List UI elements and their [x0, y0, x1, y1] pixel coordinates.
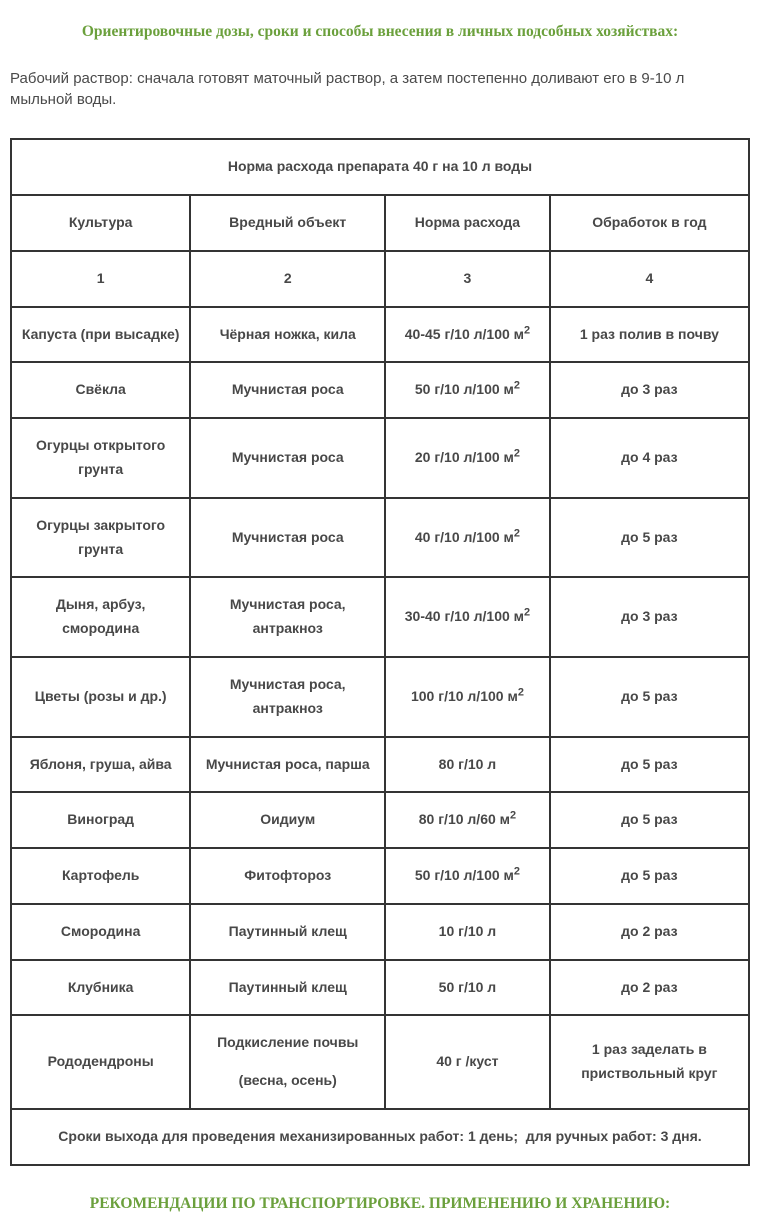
norm-superscript: 2: [513, 865, 520, 878]
pest-cell: [190, 792, 385, 848]
norm-cell: [385, 362, 550, 418]
culture-text: Яблоня, груша, айва: [29, 755, 172, 772]
treatments-text: до 5 раз: [621, 687, 678, 704]
norm-cell: [385, 418, 550, 498]
pest-text: Мучнистая роса, антракноз: [229, 596, 346, 637]
table-span-header: Норма расхода препарата 40 г на 10 л воды: [11, 139, 749, 195]
culture-cell: [11, 362, 190, 418]
treatments-cell: [550, 792, 749, 848]
pest-cell: [190, 960, 385, 1016]
intro-paragraph: Рабочий раствор: сначала готовят маточный раствор, а затем постепенно доливают его в 9-10 л мыльной воды.: [10, 70, 685, 109]
pest-text: Мучнистая роса: [231, 381, 344, 398]
culture-cell: [11, 848, 190, 904]
norm-superscript: 2: [513, 447, 520, 460]
norm-text: [390, 323, 545, 347]
treatments-cell: [550, 362, 749, 418]
pest-text: Мучнистая роса, парша: [205, 755, 370, 772]
norm-text: [390, 920, 545, 944]
norm-value: 40 г/10 л/100 м: [414, 528, 514, 545]
treatments-text: до 5 раз: [621, 867, 678, 884]
treatments-text: 1 раз заделать в приствольный круг: [581, 1041, 718, 1082]
treatments-text: до 5 раз: [621, 528, 678, 545]
table-row: [11, 577, 749, 657]
pest-text: Мучнистая роса: [231, 528, 344, 545]
norm-value: 50 г/10 л/100 м: [414, 867, 514, 884]
bottom-heading: РЕКОМЕНДАЦИИ ПО ТРАНСПОРТИРОВКЕ. ПРИМЕНЕНИЮ И ХРАНЕНИЮ:: [89, 1194, 671, 1212]
norm-value: 40-45 г/10 л/100 м: [404, 325, 525, 342]
column-number-row: [11, 251, 749, 307]
column-header-row: [11, 195, 749, 251]
treatments-cell: [550, 737, 749, 793]
table-row: [11, 737, 749, 793]
table-head: [11, 139, 749, 306]
culture-cell: [11, 1015, 190, 1109]
treatments-cell: [550, 848, 749, 904]
pest-cell: [190, 307, 385, 363]
culture-cell: [11, 498, 190, 578]
norm-text: [390, 605, 545, 629]
table-row: [11, 657, 749, 737]
norm-value: 20 г/10 л/100 м: [414, 449, 514, 466]
norm-value: 40 г /куст: [436, 1053, 499, 1070]
norm-cell: [385, 848, 550, 904]
norm-superscript: 2: [510, 809, 517, 822]
norm-superscript: 2: [524, 606, 531, 619]
pest-text: Мучнистая роса, антракноз: [229, 675, 346, 716]
norm-value: 50 г/10 л: [438, 978, 497, 995]
norm-text: [390, 976, 545, 1000]
treatments-text: 1 раз полив в почву: [579, 325, 719, 342]
treatments-text: до 5 раз: [621, 811, 678, 828]
table-row: [11, 1015, 749, 1109]
column-header-norm: Норма расхода: [385, 195, 550, 251]
culture-cell: [11, 577, 190, 657]
culture-text: Смородина: [60, 922, 141, 939]
table-row: [11, 307, 749, 363]
span-header-row: [11, 139, 749, 195]
norm-value: 80 г/10 л/60 м: [418, 811, 511, 828]
column-header-pest: Вредный объект: [190, 195, 385, 251]
table-row: [11, 904, 749, 960]
table-row: [11, 960, 749, 1016]
norm-cell: [385, 737, 550, 793]
pest-cell: [190, 737, 385, 793]
norm-text: [390, 808, 545, 832]
column-number: 2: [190, 251, 385, 307]
treatments-text: до 3 раз: [621, 381, 678, 398]
pest-text: Паутинный клещ: [228, 978, 347, 995]
pest-cell: [190, 657, 385, 737]
norm-cell: [385, 1015, 550, 1109]
table-row: [11, 848, 749, 904]
culture-cell: [11, 737, 190, 793]
footer-note: Сроки выхода для проведения механизированных работ: 1 день; для ручных работ: 3 дня.: [11, 1109, 749, 1165]
norm-text: [390, 864, 545, 888]
norm-text: [390, 446, 545, 470]
norm-superscript: 2: [513, 379, 520, 392]
norm-value: 30-40 г/10 л/100 м: [404, 608, 525, 625]
pest-cell: [190, 362, 385, 418]
culture-text: Капуста (при высадке): [21, 325, 180, 342]
treatments-cell: [550, 498, 749, 578]
culture-cell: [11, 418, 190, 498]
norm-cell: [385, 960, 550, 1016]
pest-text: Чёрная ножка, кила: [219, 325, 356, 342]
norm-cell: [385, 498, 550, 578]
table-row: [11, 498, 749, 578]
norm-cell: [385, 792, 550, 848]
column-header-culture: Культура: [11, 195, 190, 251]
culture-cell: [11, 792, 190, 848]
pest-cell: [190, 1015, 385, 1109]
treatments-cell: [550, 577, 749, 657]
treatments-cell: [550, 307, 749, 363]
table-row: [11, 792, 749, 848]
norm-value: 50 г/10 л/100 м: [414, 381, 514, 398]
pest-text: Фитофтороз: [244, 867, 332, 884]
treatments-cell: [550, 960, 749, 1016]
culture-cell: [11, 904, 190, 960]
culture-text: Свёкла: [75, 381, 126, 398]
culture-text: Огурцы открытого грунта: [36, 437, 166, 477]
pest-text: Мучнистая роса: [231, 449, 344, 466]
culture-cell: [11, 657, 190, 737]
pest-cell: [190, 498, 385, 578]
norm-superscript: 2: [513, 526, 520, 539]
treatments-text: до 3 раз: [621, 608, 678, 625]
treatments-cell: [550, 418, 749, 498]
norm-text: [390, 753, 545, 777]
treatments-text: до 4 раз: [621, 449, 678, 466]
pest-text: (весна, осень): [238, 1072, 337, 1089]
culture-text: Картофель: [61, 867, 140, 884]
norm-cell: [385, 904, 550, 960]
column-number: 1: [11, 251, 190, 307]
norm-text: [390, 685, 545, 709]
culture-text: Цветы (розы и др.): [34, 687, 167, 704]
pest-text: Подкисление почвы: [217, 1034, 359, 1051]
culture-text: Рододендроны: [47, 1053, 154, 1070]
culture-text: Клубника: [67, 978, 134, 995]
culture-cell: [11, 307, 190, 363]
page-title: Ориентировочные дозы, сроки и способы внесения в личных подсобных хозяйствах:: [81, 23, 679, 40]
norm-cell: [385, 577, 550, 657]
treatments-cell: [550, 657, 749, 737]
norm-text: [390, 378, 545, 402]
pest-cell: [190, 848, 385, 904]
pest-text: Оидиум: [260, 811, 316, 828]
norm-cell: [385, 657, 550, 737]
pest-cell: [190, 904, 385, 960]
table-row: [11, 362, 749, 418]
norm-text: [390, 1050, 545, 1074]
treatments-text: до 5 раз: [621, 755, 678, 772]
norm-value: 10 г/10 л: [438, 922, 497, 939]
pest-text: Паутинный клещ: [228, 922, 347, 939]
footer-note-row: [11, 1109, 749, 1165]
culture-text: Виноград: [67, 811, 135, 828]
column-number: 4: [550, 251, 749, 307]
norm-value: 100 г/10 л/100 м: [410, 687, 518, 704]
norm-value: 80 г/10 л: [438, 755, 497, 772]
treatments-text: до 2 раз: [621, 922, 678, 939]
column-header-treatments: Обработок в год: [550, 195, 749, 251]
norm-superscript: 2: [517, 686, 524, 699]
culture-cell: [11, 960, 190, 1016]
treatments-cell: [550, 904, 749, 960]
table-foot: [11, 1109, 749, 1165]
culture-text: Огурцы закрытого грунта: [36, 516, 166, 557]
norm-text: [390, 526, 545, 550]
column-number: 3: [385, 251, 550, 307]
pest-cell: [190, 418, 385, 498]
dose-rate-table: [10, 138, 750, 1166]
table-body: [11, 307, 749, 1110]
treatments-cell: [550, 1015, 749, 1109]
norm-superscript: 2: [524, 323, 531, 336]
pest-cell: [190, 577, 385, 657]
table-row: [11, 418, 749, 498]
culture-text: Дыня, арбуз, смородина: [55, 596, 146, 637]
norm-cell: [385, 307, 550, 363]
treatments-text: до 2 раз: [621, 978, 678, 995]
